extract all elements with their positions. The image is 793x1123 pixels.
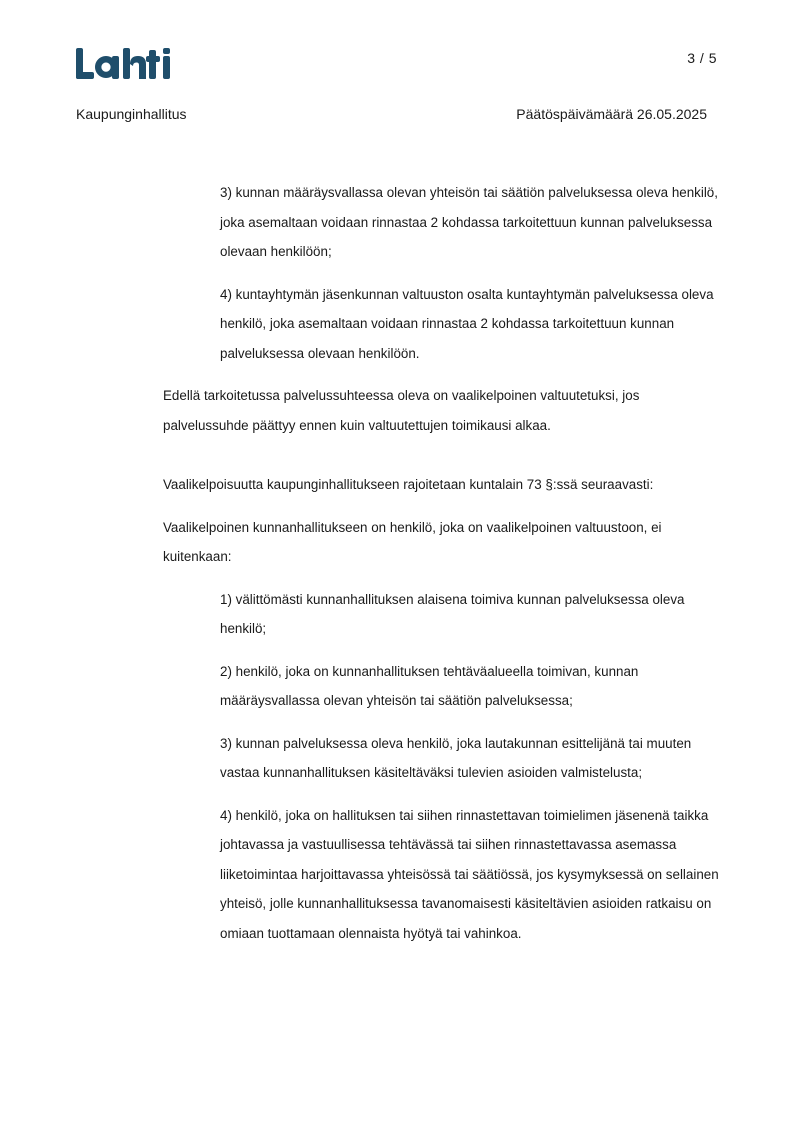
document-body [163,178,723,961]
list-item: 3) kunnan määräysvallassa olevan yhteisön tai säätiön palveluksessa oleva henkilö, joka asemaltaan voidaan rinnastaa 2 kohdassa tarkoitettuun kunnan palveluksessa olevaan henkilöön; [220,185,718,259]
list-item: 2) henkilö, joka on kunnanhallituksen tehtäväalueella toimivan, kunnan määräysvallassa olevan yhteisön tai säätiön palveluksessa; [220,663,639,708]
body-paragraph: Vaalikelpoisuutta kaupunginhallitukseen rajoitetaan kuntalain 73 §:ssä seuraavasti: [163,477,654,492]
body-paragraph: Edellä tarkoitetussa palvelussuhteessa oleva on vaalikelpoinen valtuutetuksi, jos palvelussuhde päättyy ennen kuin valtuutettujen toimikausi alkaa. [163,388,640,433]
page-number: 3 / 5 [687,50,717,66]
document-header [76,106,707,122]
list-item: 4) henkilö, joka on hallituksen tai siihen rinnastettavan toimielimen jäsenenä taikka johtavassa ja vastuullisessa tehtävässä tai siihen rinnastettavassa asemassa liiketoimintaa harjoittavassa yhteisössä tai säätiössä, jos kysymyksessä on sellainen yhteisö, jolle kunnanhallituksessa tavanomaisesti käsiteltävien asioiden ratkaisu on omiaan tuottamaan olennaista hyötyä tai vahinkoa. [220,807,719,941]
list-item: 4) kuntayhtymän jäsenkunnan valtuuston osalta kuntayhtymän palveluksessa oleva henkilö, joka asemaltaan voidaan rinnastaa 2 kohdassa tarkoitettuun kunnan palveluksessa olevaan henkilöön. [220,286,714,361]
body-paragraph: Vaalikelpoinen kunnanhallitukseen on henkilö, joka on vaalikelpoinen valtuustoon, ei kuitenkaan: [163,519,662,564]
list-item: 3) kunnan palveluksessa oleva henkilö, joka lautakunnan esittelijänä tai muuten vastaa kunnanhallituksen käsiteltäväksi tulevien asioiden valmistelusta; [220,735,692,780]
list-item: 1) välittömästi kunnanhallituksen alaisena toimiva kunnan palveluksessa oleva henkilö; [220,591,685,636]
lahti-logo [76,44,172,84]
decision-date: Päätöspäivämäärä 26.05.2025 [516,106,707,122]
organization-name: Kaupunginhallitus [76,106,187,122]
